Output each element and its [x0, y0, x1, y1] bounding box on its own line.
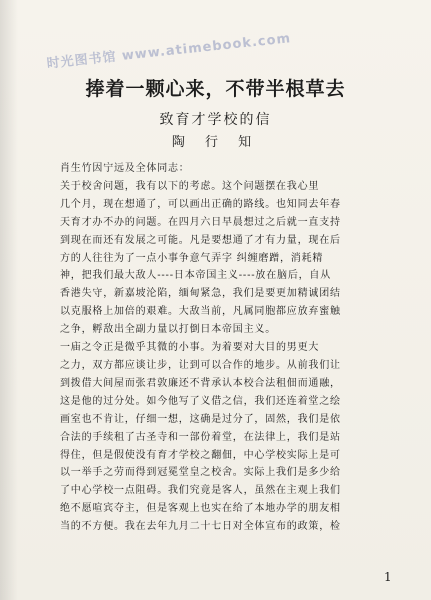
body-line: 绝不愿喧宾夺主，但是客观上也实在给了本地办学的朋友相	[60, 503, 341, 515]
body-line: 神，把我们最大敌人----日本帝国主义----放在脑后，自从	[60, 270, 332, 282]
page-number: 1	[384, 570, 392, 584]
body-line: 当的不方便。我在去年九月二十七日对全体宣布的政策，检	[60, 521, 341, 533]
body-line: 香港失守，新嘉坡沦陷，缅甸紧急，我们是要更加精诚团结	[60, 288, 341, 300]
body-line: 之力，双方都应谈让步，让到可以合作的地步。从前我们让	[60, 359, 341, 371]
body-line: 之争，孵敌出全副力量以打倒日本帝国主义。	[60, 324, 276, 336]
watermark: 时光图书馆 www.atimebook.com	[46, 31, 292, 72]
body-line: 几个月，现在想通了，可以画出正确的路线。也知同去年春	[60, 198, 341, 210]
body-line: 到现在而还有发展之可能。凡是要想通了才有力量，现在后	[60, 234, 341, 246]
page-title: 捧着一颗心来，不带半根草去	[85, 78, 346, 100]
body-line: 肖生竹因宁远及全体同志：	[60, 163, 190, 174]
body-line: 以克服格上加倍的艰难。大敌当前，凡属同胞都应放弃蜜触	[60, 306, 341, 318]
body-line: 到拨借大间屋而张君敦廉还不背承认本校合法租佃而通融，	[60, 377, 341, 389]
body-line: 关于校舍问题，我有以下的考虑。这个问题摆在我心里	[60, 180, 320, 192]
body-line: 得住，但是假使没有育才学校之翻佃，中心学校实际上是可	[60, 449, 341, 461]
author-name: 陶 行 知	[171, 135, 260, 150]
body-line: 一庙之令正是微乎其微的小事。为着要对大目的男更大	[60, 342, 320, 354]
body-line: 方的人往往为了一点小事争意气弄字 纠缠磨蹭，消耗精	[60, 252, 324, 264]
body-line: 这是他的过分处。如今他写了义借之信，我们还连着堂之绘	[60, 395, 341, 407]
body-line: 了中心学校一点阻碍。我们究竟是客人，虽然在主观上我们	[60, 485, 341, 497]
page-subtitle: 致育才学校的信	[159, 112, 272, 128]
body-line: 以一举手之劳而得到冠冕堂皇之校舍。实际上我们是多少给	[60, 467, 341, 479]
body-line: 画室也不肯让，仔细一想，这确是过分了，固然，我们是依	[60, 413, 341, 425]
body-line: 合法的手续租了古圣寺和一部份着堂，在法律上，我们是站	[60, 431, 341, 443]
body-text	[60, 160, 392, 536]
body-line: 天育才办不办的问题。在四月六日早晨想过之后就一直支持	[60, 216, 341, 228]
